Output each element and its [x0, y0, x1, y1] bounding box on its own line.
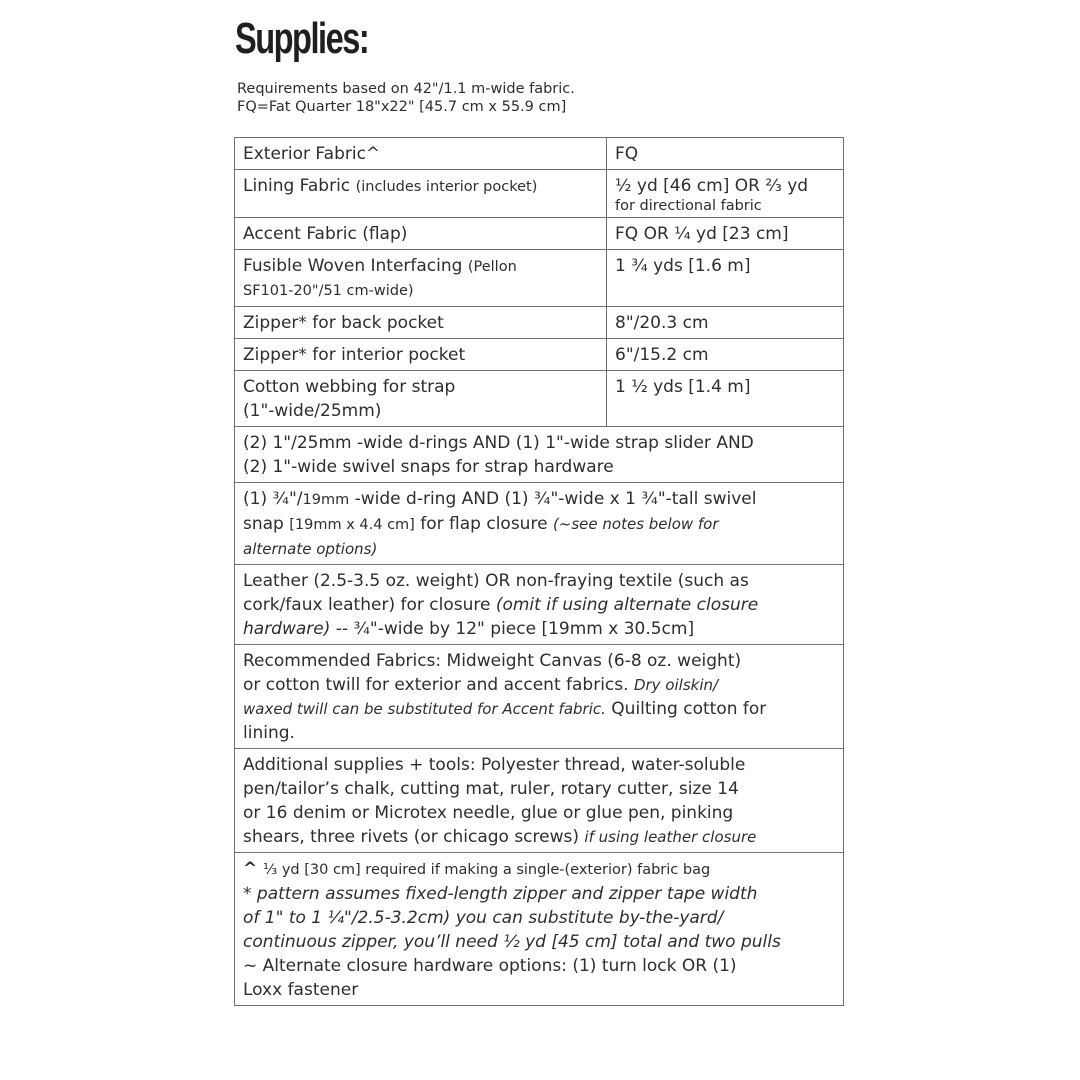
flap-text-small: [19mm x 4.4 cm] [289, 517, 415, 533]
item-cell [235, 170, 607, 218]
requirements-note [237, 80, 575, 116]
amount-label: ½ yd [46 cm] OR ²⁄₃ yd [615, 176, 809, 196]
additional-note: if using leather closure [584, 828, 757, 846]
item-cell: Zipper* for interior pocket [235, 339, 607, 371]
flap-text: snap [243, 514, 290, 534]
flap-cell [235, 483, 844, 565]
recommended-line: Recommended Fabrics: Midweight Canvas (6-8 oz. weight) [243, 651, 742, 671]
additional-line: or 16 denim or Microtex needle, glue or glue pen, pinking [243, 803, 734, 823]
recommended-line: lining. [243, 723, 295, 743]
footnote-line: ~ Alternate closure hardware options: (1) turn lock OR (1) [243, 956, 737, 976]
flap-note: (~see notes below for [552, 515, 719, 533]
supplies-table [234, 137, 844, 1006]
recommended-cell [235, 645, 844, 749]
additional-text: shears, three rivets (or chicago screws) [243, 827, 585, 847]
table-row [235, 307, 844, 339]
leather-text: cork/faux leather) for closure [243, 595, 496, 615]
additional-row [235, 749, 844, 853]
requirements-line: Requirements based on 42"/1.1 m-wide fabric. [237, 81, 575, 97]
footnote-line: * pattern assumes fixed-length zipper and zipper tape width [243, 884, 758, 904]
amount-cell: FQ [607, 138, 844, 170]
table-row [235, 339, 844, 371]
recommended-note: waxed twill can be substituted for Accent fabric. [243, 700, 606, 718]
footnotes-cell [235, 853, 844, 1006]
leather-line: Leather (2.5-3.5 oz. weight) OR non-fraying textile (such as [243, 571, 749, 591]
amount-note: for directional fabric [615, 198, 762, 214]
flap-text: (1) ¾"/ [243, 489, 303, 509]
amount-cell: 1 ¾ yds [1.6 m] [607, 250, 844, 307]
amount-cell: 6"/15.2 cm [607, 339, 844, 371]
amount-cell: FQ OR ¼ yd [23 cm] [607, 218, 844, 250]
hardware-cell [235, 427, 844, 483]
flap-text: for flap closure [414, 514, 553, 534]
leather-line [243, 617, 835, 641]
amount-cell: 8"/20.3 cm [607, 307, 844, 339]
flap-line [243, 512, 835, 537]
item-line2: SF101-20"/51 cm-wide) [243, 283, 414, 299]
item-cell [235, 250, 607, 307]
table-row [235, 138, 844, 170]
amount-cell [607, 170, 844, 218]
footnote-line [243, 857, 835, 882]
recommended-line [243, 673, 835, 697]
item-note: (Pellon [467, 259, 517, 275]
leather-row [235, 565, 844, 645]
hardware-line: (2) 1"-wide swivel snaps for strap hardware [243, 457, 614, 477]
amount-cell: 1 ½ yds [1.4 m] [607, 371, 844, 427]
flap-row [235, 483, 844, 565]
recommended-row [235, 645, 844, 749]
item-note: (includes interior pocket) [355, 179, 538, 195]
footnote-text: ¹⁄₃ yd [30 cm] required if making a single-(exterior) fabric bag [263, 862, 711, 878]
item-label: Fusible Woven Interfacing [243, 256, 463, 276]
footnote-line: Loxx fastener [243, 980, 359, 1000]
page-title: Supplies: [235, 14, 369, 63]
flap-line [243, 487, 835, 512]
footnote-line: of 1" to 1 ¼"/2.5-3.2cm) you can substitute by-the-yard/ [243, 908, 724, 928]
item-label: Exterior Fabric^ [243, 144, 381, 164]
flap-note-line: alternate options) [243, 540, 378, 558]
table-row [235, 371, 844, 427]
item-cell [235, 371, 607, 427]
item-line2: (1"-wide/25mm) [243, 401, 382, 421]
additional-line: pen/tailor’s chalk, cutting mat, ruler, rotary cutter, size 14 [243, 779, 739, 799]
leather-line [243, 593, 835, 617]
leather-text: ¾"-wide by 12" piece [19mm x 30.5cm] [348, 619, 695, 639]
additional-line [243, 825, 835, 849]
table-row [235, 218, 844, 250]
footnotes-row [235, 853, 844, 1006]
table-row [235, 170, 844, 218]
leather-note: hardware) -- [243, 619, 349, 639]
table-row [235, 250, 844, 307]
caret-marker: ^ [243, 859, 264, 879]
flap-text-small: 19mm [302, 492, 350, 508]
additional-line: Additional supplies + tools: Polyester thread, water-soluble [243, 755, 746, 775]
additional-cell [235, 749, 844, 853]
leather-cell [235, 565, 844, 645]
recommended-line [243, 697, 835, 721]
recommended-text: Quilting cotton for [605, 699, 767, 719]
item-label: Cotton webbing for strap [243, 377, 456, 397]
fat-quarter-line: FQ=Fat Quarter 18"x22" [45.7 cm x 55.9 cm] [237, 99, 567, 115]
leather-note: (omit if using alternate closure [495, 595, 759, 615]
item-cell [235, 138, 607, 170]
flap-text: -wide d-ring AND (1) ¾"-wide x 1 ¾"-tall swivel [349, 489, 757, 509]
item-label: Lining Fabric [243, 176, 351, 196]
footnote-line: continuous zipper, you’ll need ½ yd [45 cm] total and two pulls [243, 932, 781, 952]
recommended-text: or cotton twill for exterior and accent fabrics. [243, 675, 634, 695]
item-cell: Zipper* for back pocket [235, 307, 607, 339]
item-cell: Accent Fabric (flap) [235, 218, 607, 250]
recommended-note: Dry oilskin/ [633, 676, 719, 694]
hardware-row [235, 427, 844, 483]
hardware-line: (2) 1"/25mm -wide d-rings AND (1) 1"-wide strap slider AND [243, 433, 754, 453]
